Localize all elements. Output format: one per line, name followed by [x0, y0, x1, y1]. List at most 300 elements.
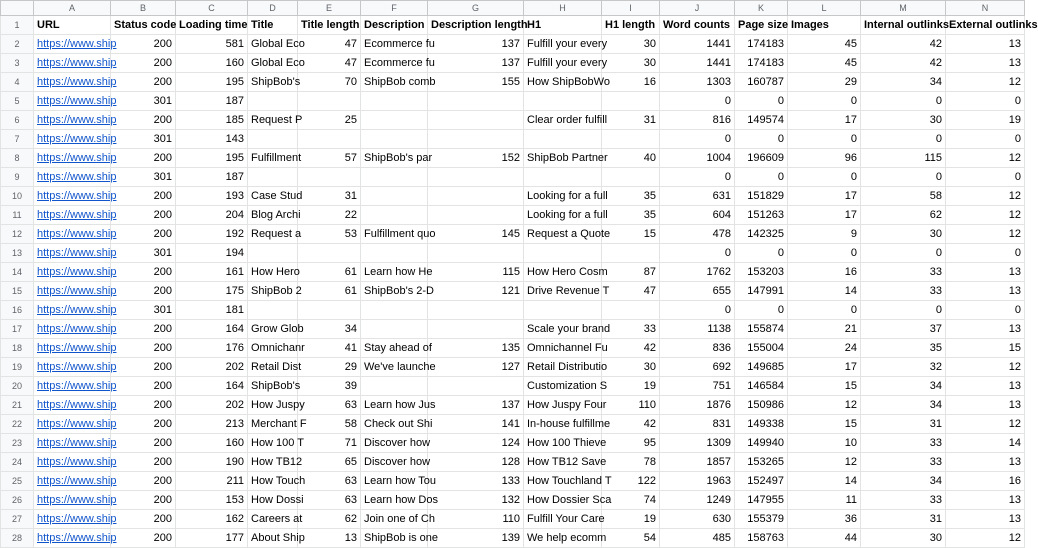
column-header-g[interactable]: G	[428, 1, 524, 16]
cell-n[interactable]: 13	[946, 453, 1025, 472]
cell-c[interactable]: 211	[176, 472, 248, 491]
cell-n[interactable]: 0	[946, 168, 1025, 187]
cell-m[interactable]: 34	[861, 472, 946, 491]
url-link[interactable]: https://www.ship	[34, 225, 111, 244]
cell-h[interactable]	[524, 92, 602, 111]
cell-f[interactable]: Join one of Ch	[361, 510, 428, 529]
cell-c[interactable]: 164	[176, 377, 248, 396]
cell-n[interactable]: 13	[946, 510, 1025, 529]
row-number-15[interactable]: 15	[1, 282, 34, 301]
cell-l[interactable]: 15	[788, 377, 861, 396]
cell-b[interactable]: 301	[111, 301, 176, 320]
cell-l[interactable]: 45	[788, 35, 861, 54]
cell-h[interactable]: How 100 Thieve	[524, 434, 602, 453]
cell-c[interactable]: 192	[176, 225, 248, 244]
cell-l[interactable]: 0	[788, 168, 861, 187]
cell-k[interactable]: 0	[735, 92, 788, 111]
row-number-7[interactable]: 7	[1, 130, 34, 149]
cell-l[interactable]: 36	[788, 510, 861, 529]
cell-n[interactable]: 12	[946, 149, 1025, 168]
cell-c[interactable]: 161	[176, 263, 248, 282]
cell-j[interactable]: 0	[660, 168, 735, 187]
url-link[interactable]: https://www.ship	[34, 510, 111, 529]
cell-e[interactable]: 53	[298, 225, 361, 244]
cell-e[interactable]: 41	[298, 339, 361, 358]
cell-c[interactable]: 190	[176, 453, 248, 472]
cell-n[interactable]: 12	[946, 73, 1025, 92]
cell-n[interactable]: 13	[946, 377, 1025, 396]
cell-i[interactable]: 19	[602, 377, 660, 396]
cell-i[interactable]: 122	[602, 472, 660, 491]
cell-k[interactable]: 149338	[735, 415, 788, 434]
column-header-n[interactable]: N	[946, 1, 1025, 16]
cell-h[interactable]: Drive Revenue T	[524, 282, 602, 301]
cell-g[interactable]	[428, 92, 524, 111]
cell-e[interactable]	[298, 244, 361, 263]
cell-n[interactable]: 15	[946, 339, 1025, 358]
url-link[interactable]: https://www.ship	[34, 453, 111, 472]
column-header-i[interactable]: I	[602, 1, 660, 16]
cell-j[interactable]: 692	[660, 358, 735, 377]
cell-b[interactable]: 200	[111, 453, 176, 472]
header-cell-b[interactable]: Status code	[111, 16, 176, 35]
cell-b[interactable]: 301	[111, 92, 176, 111]
cell-n[interactable]: 12	[946, 415, 1025, 434]
column-header-c[interactable]: C	[176, 1, 248, 16]
cell-d[interactable]	[248, 301, 298, 320]
cell-l[interactable]: 14	[788, 472, 861, 491]
cell-d[interactable]: How 100 T	[248, 434, 298, 453]
cell-i[interactable]: 47	[602, 282, 660, 301]
header-cell-c[interactable]: Loading time	[176, 16, 248, 35]
cell-g[interactable]: 124	[428, 434, 524, 453]
cell-i[interactable]: 35	[602, 187, 660, 206]
cell-d[interactable]: How Juspy	[248, 396, 298, 415]
cell-l[interactable]: 0	[788, 244, 861, 263]
cell-c[interactable]: 185	[176, 111, 248, 130]
cell-j[interactable]: 1303	[660, 73, 735, 92]
url-link[interactable]: https://www.ship	[34, 339, 111, 358]
cell-e[interactable]: 47	[298, 54, 361, 73]
cell-m[interactable]: 37	[861, 320, 946, 339]
cell-d[interactable]: Careers at	[248, 510, 298, 529]
cell-m[interactable]: 30	[861, 529, 946, 548]
cell-b[interactable]: 200	[111, 111, 176, 130]
cell-f[interactable]	[361, 301, 428, 320]
cell-e[interactable]: 31	[298, 187, 361, 206]
cell-f[interactable]: We've launche	[361, 358, 428, 377]
cell-k[interactable]: 151829	[735, 187, 788, 206]
cell-n[interactable]: 13	[946, 396, 1025, 415]
cell-d[interactable]	[248, 244, 298, 263]
cell-f[interactable]	[361, 130, 428, 149]
cell-b[interactable]: 200	[111, 73, 176, 92]
cell-i[interactable]	[602, 244, 660, 263]
cell-k[interactable]: 151263	[735, 206, 788, 225]
cell-j[interactable]: 630	[660, 510, 735, 529]
url-link[interactable]: https://www.ship	[34, 130, 111, 149]
cell-m[interactable]: 62	[861, 206, 946, 225]
cell-m[interactable]: 0	[861, 168, 946, 187]
cell-m[interactable]: 31	[861, 510, 946, 529]
cell-h[interactable]	[524, 130, 602, 149]
cell-f[interactable]: Discover how	[361, 453, 428, 472]
row-number-2[interactable]: 2	[1, 35, 34, 54]
cell-k[interactable]: 149685	[735, 358, 788, 377]
cell-j[interactable]: 1762	[660, 263, 735, 282]
cell-i[interactable]: 16	[602, 73, 660, 92]
cell-d[interactable]	[248, 168, 298, 187]
cell-b[interactable]: 200	[111, 187, 176, 206]
cell-g[interactable]: 137	[428, 35, 524, 54]
cell-f[interactable]	[361, 187, 428, 206]
cell-e[interactable]: 71	[298, 434, 361, 453]
cell-m[interactable]: 34	[861, 73, 946, 92]
cell-i[interactable]: 40	[602, 149, 660, 168]
cell-i[interactable]: 42	[602, 339, 660, 358]
cell-m[interactable]: 42	[861, 35, 946, 54]
cell-b[interactable]: 301	[111, 244, 176, 263]
url-link[interactable]: https://www.ship	[34, 472, 111, 491]
url-link[interactable]: https://www.ship	[34, 187, 111, 206]
cell-m[interactable]: 34	[861, 396, 946, 415]
cell-g[interactable]: 127	[428, 358, 524, 377]
header-cell-k[interactable]: Page size	[735, 16, 788, 35]
cell-c[interactable]: 162	[176, 510, 248, 529]
cell-k[interactable]: 0	[735, 244, 788, 263]
cell-c[interactable]: 204	[176, 206, 248, 225]
url-link[interactable]: https://www.ship	[34, 92, 111, 111]
cell-l[interactable]: 0	[788, 130, 861, 149]
row-number-5[interactable]: 5	[1, 92, 34, 111]
cell-k[interactable]: 146584	[735, 377, 788, 396]
cell-f[interactable]: ShipBob's par	[361, 149, 428, 168]
cell-f[interactable]: Ecommerce fu	[361, 54, 428, 73]
url-link[interactable]: https://www.ship	[34, 168, 111, 187]
cell-f[interactable]: ShipBob is one	[361, 529, 428, 548]
cell-b[interactable]: 200	[111, 396, 176, 415]
cell-n[interactable]: 0	[946, 301, 1025, 320]
header-cell-n[interactable]: External outlinks	[946, 16, 1025, 35]
cell-j[interactable]: 751	[660, 377, 735, 396]
cell-j[interactable]: 604	[660, 206, 735, 225]
cell-j[interactable]: 485	[660, 529, 735, 548]
cell-n[interactable]: 12	[946, 187, 1025, 206]
header-cell-g[interactable]: Description length	[428, 16, 524, 35]
row-number-17[interactable]: 17	[1, 320, 34, 339]
cell-l[interactable]: 0	[788, 301, 861, 320]
cell-b[interactable]: 200	[111, 282, 176, 301]
cell-i[interactable]	[602, 168, 660, 187]
cell-f[interactable]	[361, 206, 428, 225]
column-header-k[interactable]: K	[735, 1, 788, 16]
cell-b[interactable]: 200	[111, 263, 176, 282]
cell-i[interactable]: 54	[602, 529, 660, 548]
row-number-23[interactable]: 23	[1, 434, 34, 453]
cell-h[interactable]: Fulfill your every	[524, 54, 602, 73]
column-header-m[interactable]: M	[861, 1, 946, 16]
cell-c[interactable]: 193	[176, 187, 248, 206]
cell-f[interactable]	[361, 244, 428, 263]
cell-f[interactable]: ShipBob's 2-D	[361, 282, 428, 301]
cell-d[interactable]: ShipBob's	[248, 377, 298, 396]
cell-b[interactable]: 200	[111, 339, 176, 358]
cell-h[interactable]: We help ecomm	[524, 529, 602, 548]
row-number-3[interactable]: 3	[1, 54, 34, 73]
cell-e[interactable]: 61	[298, 282, 361, 301]
cell-e[interactable]: 63	[298, 491, 361, 510]
cell-d[interactable]	[248, 92, 298, 111]
cell-d[interactable]: How TB12	[248, 453, 298, 472]
cell-d[interactable]: Global Eco	[248, 35, 298, 54]
cell-e[interactable]: 29	[298, 358, 361, 377]
cell-n[interactable]: 13	[946, 54, 1025, 73]
row-number-24[interactable]: 24	[1, 453, 34, 472]
url-link[interactable]: https://www.ship	[34, 358, 111, 377]
cell-f[interactable]: Learn how He	[361, 263, 428, 282]
cell-k[interactable]: 142325	[735, 225, 788, 244]
column-header-e[interactable]: E	[298, 1, 361, 16]
cell-j[interactable]: 0	[660, 301, 735, 320]
row-number-26[interactable]: 26	[1, 491, 34, 510]
cell-k[interactable]: 155004	[735, 339, 788, 358]
cell-i[interactable]: 87	[602, 263, 660, 282]
cell-d[interactable]: ShipBob 2	[248, 282, 298, 301]
cell-c[interactable]: 175	[176, 282, 248, 301]
cell-b[interactable]: 301	[111, 130, 176, 149]
cell-k[interactable]: 0	[735, 130, 788, 149]
cell-d[interactable]: How Dossi	[248, 491, 298, 510]
url-link[interactable]: https://www.ship	[34, 244, 111, 263]
row-number-18[interactable]: 18	[1, 339, 34, 358]
cell-e[interactable]: 65	[298, 453, 361, 472]
cell-l[interactable]: 12	[788, 396, 861, 415]
cell-k[interactable]: 150986	[735, 396, 788, 415]
header-cell-i[interactable]: H1 length	[602, 16, 660, 35]
cell-b[interactable]: 200	[111, 377, 176, 396]
cell-l[interactable]: 44	[788, 529, 861, 548]
cell-g[interactable]: 110	[428, 510, 524, 529]
cell-i[interactable]: 42	[602, 415, 660, 434]
cell-d[interactable]: Retail Dist	[248, 358, 298, 377]
cell-e[interactable]	[298, 92, 361, 111]
row-number-4[interactable]: 4	[1, 73, 34, 92]
cell-l[interactable]: 17	[788, 111, 861, 130]
cell-m[interactable]: 33	[861, 491, 946, 510]
cell-j[interactable]: 0	[660, 92, 735, 111]
cell-c[interactable]: 187	[176, 92, 248, 111]
cell-j[interactable]: 655	[660, 282, 735, 301]
cell-e[interactable]: 70	[298, 73, 361, 92]
cell-e[interactable]: 63	[298, 472, 361, 491]
cell-k[interactable]: 155874	[735, 320, 788, 339]
cell-i[interactable]: 74	[602, 491, 660, 510]
cell-e[interactable]: 58	[298, 415, 361, 434]
row-number-6[interactable]: 6	[1, 111, 34, 130]
header-cell-f[interactable]: Description	[361, 16, 428, 35]
cell-n[interactable]: 12	[946, 358, 1025, 377]
cell-d[interactable]: Request P	[248, 111, 298, 130]
cell-c[interactable]: 187	[176, 168, 248, 187]
cell-e[interactable]	[298, 168, 361, 187]
cell-c[interactable]: 194	[176, 244, 248, 263]
row-number-21[interactable]: 21	[1, 396, 34, 415]
cell-c[interactable]: 143	[176, 130, 248, 149]
row-number-9[interactable]: 9	[1, 168, 34, 187]
row-number-19[interactable]: 19	[1, 358, 34, 377]
cell-k[interactable]: 153203	[735, 263, 788, 282]
url-link[interactable]: https://www.ship	[34, 73, 111, 92]
row-number-22[interactable]: 22	[1, 415, 34, 434]
cell-j[interactable]: 0	[660, 130, 735, 149]
cell-g[interactable]: 135	[428, 339, 524, 358]
cell-b[interactable]: 200	[111, 225, 176, 244]
cell-c[interactable]: 160	[176, 54, 248, 73]
url-link[interactable]: https://www.ship	[34, 491, 111, 510]
column-header-f[interactable]: F	[361, 1, 428, 16]
cell-h[interactable]: How ShipBobWo	[524, 73, 602, 92]
cell-l[interactable]: 14	[788, 282, 861, 301]
cell-l[interactable]: 16	[788, 263, 861, 282]
cell-b[interactable]: 200	[111, 54, 176, 73]
cell-c[interactable]: 164	[176, 320, 248, 339]
row-number-8[interactable]: 8	[1, 149, 34, 168]
cell-k[interactable]: 149940	[735, 434, 788, 453]
cell-g[interactable]: 137	[428, 396, 524, 415]
cell-m[interactable]: 33	[861, 263, 946, 282]
cell-g[interactable]: 121	[428, 282, 524, 301]
cell-m[interactable]: 30	[861, 225, 946, 244]
cell-i[interactable]: 19	[602, 510, 660, 529]
cell-k[interactable]: 149574	[735, 111, 788, 130]
url-link[interactable]: https://www.ship	[34, 263, 111, 282]
cell-g[interactable]: 133	[428, 472, 524, 491]
cell-h[interactable]: Request a Quote	[524, 225, 602, 244]
cell-d[interactable]: Global Eco	[248, 54, 298, 73]
cell-n[interactable]: 0	[946, 92, 1025, 111]
cell-h[interactable]	[524, 301, 602, 320]
cell-c[interactable]: 153	[176, 491, 248, 510]
cell-k[interactable]: 152497	[735, 472, 788, 491]
cell-i[interactable]: 110	[602, 396, 660, 415]
cell-g[interactable]	[428, 206, 524, 225]
row-number-27[interactable]: 27	[1, 510, 34, 529]
cell-g[interactable]	[428, 320, 524, 339]
cell-e[interactable]: 25	[298, 111, 361, 130]
cell-j[interactable]: 1309	[660, 434, 735, 453]
url-link[interactable]: https://www.ship	[34, 206, 111, 225]
cell-l[interactable]: 11	[788, 491, 861, 510]
header-cell-l[interactable]: Images	[788, 16, 861, 35]
cell-g[interactable]: 141	[428, 415, 524, 434]
cell-l[interactable]: 17	[788, 206, 861, 225]
cell-k[interactable]: 174183	[735, 35, 788, 54]
row-number-16[interactable]: 16	[1, 301, 34, 320]
cell-h[interactable]: Looking for a full	[524, 187, 602, 206]
cell-j[interactable]: 836	[660, 339, 735, 358]
cell-g[interactable]	[428, 301, 524, 320]
cell-m[interactable]: 0	[861, 301, 946, 320]
cell-l[interactable]: 29	[788, 73, 861, 92]
cell-b[interactable]: 200	[111, 358, 176, 377]
cell-e[interactable]: 62	[298, 510, 361, 529]
cell-l[interactable]: 10	[788, 434, 861, 453]
cell-j[interactable]: 831	[660, 415, 735, 434]
column-header-a[interactable]: A	[34, 1, 111, 16]
column-header-h[interactable]: H	[524, 1, 602, 16]
cell-c[interactable]: 181	[176, 301, 248, 320]
cell-g[interactable]: 145	[428, 225, 524, 244]
cell-i[interactable]: 33	[602, 320, 660, 339]
cell-d[interactable]: ShipBob's	[248, 73, 298, 92]
cell-l[interactable]: 96	[788, 149, 861, 168]
row-number-25[interactable]: 25	[1, 472, 34, 491]
cell-b[interactable]: 200	[111, 491, 176, 510]
cell-m[interactable]: 115	[861, 149, 946, 168]
cell-b[interactable]: 200	[111, 529, 176, 548]
cell-g[interactable]	[428, 244, 524, 263]
cell-i[interactable]: 95	[602, 434, 660, 453]
cell-h[interactable]: Omnichannel Fu	[524, 339, 602, 358]
row-number-14[interactable]: 14	[1, 263, 34, 282]
cell-i[interactable]	[602, 130, 660, 149]
column-header-j[interactable]: J	[660, 1, 735, 16]
row-number-28[interactable]: 28	[1, 529, 34, 548]
cell-c[interactable]: 213	[176, 415, 248, 434]
cell-g[interactable]: 152	[428, 149, 524, 168]
cell-l[interactable]: 15	[788, 415, 861, 434]
cell-k[interactable]: 160787	[735, 73, 788, 92]
header-cell-m[interactable]: Internal outlinks	[861, 16, 946, 35]
cell-f[interactable]: Learn how Tou	[361, 472, 428, 491]
row-number-12[interactable]: 12	[1, 225, 34, 244]
url-link[interactable]: https://www.ship	[34, 301, 111, 320]
header-cell-a[interactable]: URL	[34, 16, 111, 35]
header-cell-e[interactable]: Title length	[298, 16, 361, 35]
cell-h[interactable]: In-house fulfillme	[524, 415, 602, 434]
cell-n[interactable]: 13	[946, 35, 1025, 54]
cell-k[interactable]: 174183	[735, 54, 788, 73]
cell-b[interactable]: 200	[111, 206, 176, 225]
cell-k[interactable]: 0	[735, 168, 788, 187]
cell-b[interactable]: 200	[111, 510, 176, 529]
cell-m[interactable]: 32	[861, 358, 946, 377]
cell-n[interactable]: 0	[946, 244, 1025, 263]
cell-n[interactable]: 0	[946, 130, 1025, 149]
cell-e[interactable]	[298, 130, 361, 149]
cell-f[interactable]	[361, 168, 428, 187]
cell-h[interactable]: How TB12 Save	[524, 453, 602, 472]
cell-e[interactable]: 63	[298, 396, 361, 415]
row-number-11[interactable]: 11	[1, 206, 34, 225]
cell-m[interactable]: 0	[861, 92, 946, 111]
url-link[interactable]: https://www.ship	[34, 396, 111, 415]
cell-c[interactable]: 177	[176, 529, 248, 548]
cell-m[interactable]: 0	[861, 244, 946, 263]
cell-i[interactable]	[602, 301, 660, 320]
cell-g[interactable]	[428, 130, 524, 149]
cell-c[interactable]: 195	[176, 73, 248, 92]
cell-f[interactable]: Check out Shi	[361, 415, 428, 434]
cell-e[interactable]: 13	[298, 529, 361, 548]
row-number-20[interactable]: 20	[1, 377, 34, 396]
cell-j[interactable]: 816	[660, 111, 735, 130]
column-header-d[interactable]: D	[248, 1, 298, 16]
cell-i[interactable]: 31	[602, 111, 660, 130]
cell-c[interactable]: 195	[176, 149, 248, 168]
url-link[interactable]: https://www.ship	[34, 282, 111, 301]
cell-l[interactable]: 17	[788, 358, 861, 377]
